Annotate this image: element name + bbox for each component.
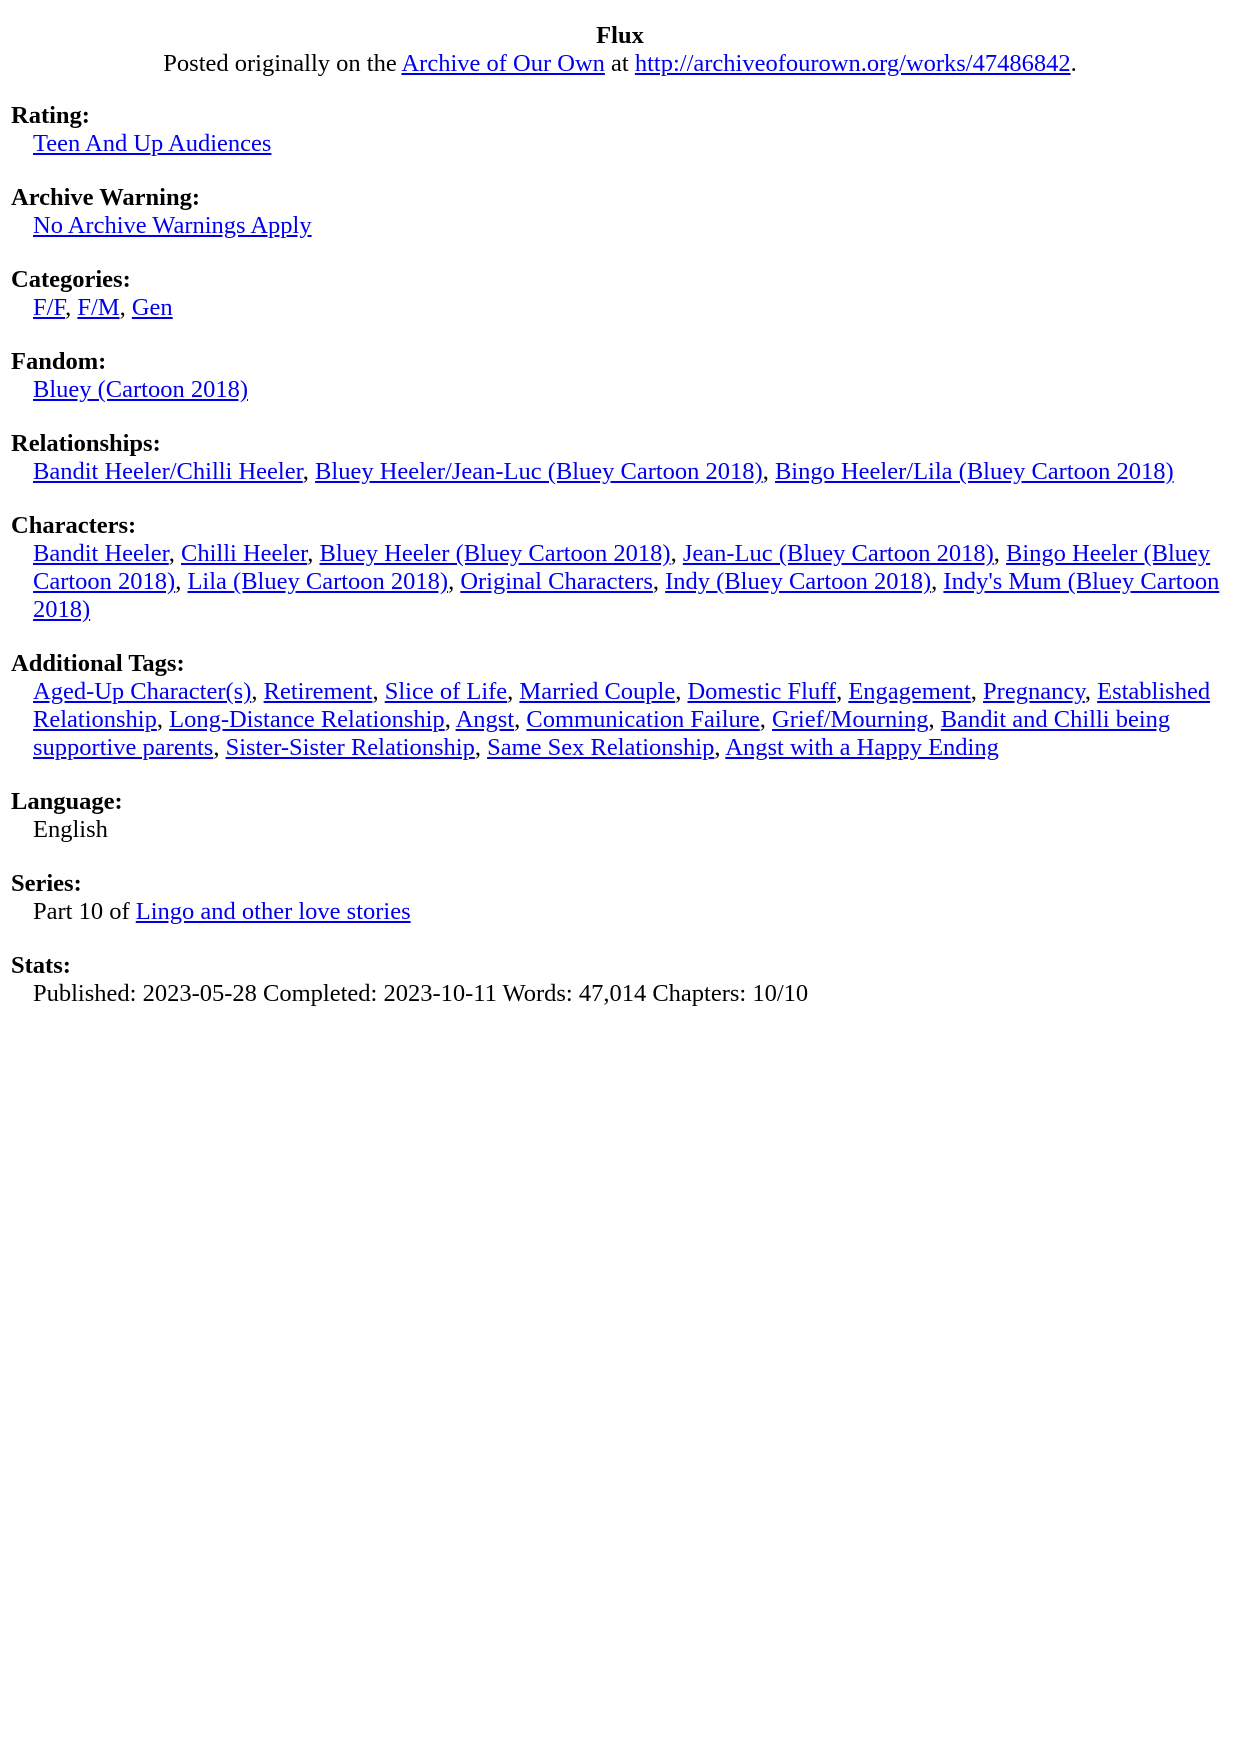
archive-warning-tags bbox=[33, 212, 1229, 240]
series-label: Series: bbox=[11, 870, 82, 897]
tag-link[interactable]: Bluey (Cartoon 2018) bbox=[33, 376, 249, 403]
tag-link[interactable]: F/F bbox=[33, 294, 66, 321]
tag-link[interactable]: Original Characters bbox=[460, 568, 653, 595]
tag-link[interactable]: Bluey Heeler (Bluey Cartoon 2018) bbox=[319, 540, 671, 567]
fandom-label: Fandom: bbox=[11, 348, 107, 375]
work-url-link[interactable]: http://archiveofourown.org/works/47486842 bbox=[634, 50, 1071, 77]
tag-link[interactable]: Chilli Heeler bbox=[181, 540, 308, 567]
tag-link[interactable]: Bandit Heeler/Chilli Heeler bbox=[33, 458, 303, 485]
tag-link[interactable]: Jean-Luc (Bluey Cartoon 2018) bbox=[682, 540, 994, 567]
work-meta-block bbox=[11, 102, 1229, 1008]
meta-section-relationships bbox=[11, 430, 1229, 486]
stats-label: Stats: bbox=[11, 952, 71, 979]
tag-link[interactable]: Established Relationship bbox=[33, 678, 1211, 733]
meta-section-additional-tags bbox=[11, 650, 1229, 762]
meta-section-fandom bbox=[11, 348, 1229, 404]
archive-warning-label: Archive Warning: bbox=[11, 184, 200, 211]
tag-link[interactable]: Angst with a Happy Ending bbox=[725, 734, 999, 761]
work-header bbox=[11, 22, 1229, 78]
meta-section-characters bbox=[11, 512, 1229, 624]
posted-note-prefix: Posted originally on the bbox=[163, 50, 402, 77]
tag-link[interactable]: Domestic Fluff bbox=[687, 678, 837, 705]
series-link[interactable]: Lingo and other love stories bbox=[135, 898, 411, 925]
tag-link[interactable]: Pregnancy bbox=[983, 678, 1085, 705]
tag-link[interactable]: Grief/Mourning bbox=[772, 706, 929, 733]
characters-label: Characters: bbox=[11, 512, 137, 539]
relationships-tags: Bandit Heeler/Chilli Heeler, Bluey Heeler/Jean-Luc (Bluey Cartoon 2018), Bingo Heeler/Lila (Bluey Cartoon 2018) bbox=[33, 458, 1174, 485]
rating-tags bbox=[33, 130, 1229, 158]
tag-link[interactable]: Bingo Heeler/Lila (Bluey Cartoon 2018) bbox=[774, 458, 1174, 485]
rating-label: Rating: bbox=[11, 102, 90, 129]
tag-link[interactable]: Indy (Bluey Cartoon 2018) bbox=[665, 568, 932, 595]
tag-link[interactable]: Angst bbox=[455, 706, 515, 733]
meta-section-stats bbox=[11, 952, 1229, 1008]
tag-link[interactable]: Gen bbox=[131, 294, 173, 321]
tag-link[interactable]: Bandit and Chilli being supportive parents bbox=[33, 706, 1171, 761]
tag-link[interactable]: Retirement bbox=[263, 678, 373, 705]
tag-link[interactable]: Engagement bbox=[848, 678, 971, 705]
tag-link[interactable]: No Archive Warnings Apply bbox=[33, 212, 312, 239]
meta-section-series bbox=[11, 870, 1229, 926]
stats-line: Published: 2023-05-28 Completed: 2023-10-11 Words: 47,014 Chapters: 10/10 bbox=[33, 980, 809, 1007]
tag-link[interactable]: Same Sex Relationship bbox=[487, 734, 715, 761]
tag-link[interactable]: Married Couple bbox=[519, 678, 676, 705]
relationships-label: Relationships: bbox=[11, 430, 161, 457]
tag-link[interactable]: Aged-Up Character(s) bbox=[33, 678, 252, 705]
additional-tags-tags: Aged-Up Character(s), Retirement, Slice of Life, Married Couple, Domestic Fluff, Engagement, Pregnancy, Established Relationship, Long-Distance Relationship, Angst, Communication Failure, Grief/Mourning, Bandit and Chilli being supportive parents, Sister-Sister Relationship, Same Sex Relationship, Angst with a Happy Ending bbox=[33, 678, 1211, 761]
tag-link[interactable]: Sister-Sister Relationship bbox=[225, 734, 475, 761]
categories-tags: F/F, F/M, Gen bbox=[33, 294, 173, 321]
tag-link[interactable]: Lila (Bluey Cartoon 2018) bbox=[187, 568, 449, 595]
language-label: Language: bbox=[11, 788, 123, 815]
meta-section-rating bbox=[11, 102, 1229, 158]
series-part-prefix: Part 10 of bbox=[33, 898, 136, 925]
categories-label: Categories: bbox=[11, 266, 131, 293]
posted-note-suffix: . bbox=[1070, 50, 1077, 77]
tag-link[interactable]: Bandit Heeler bbox=[33, 540, 169, 567]
tag-link[interactable]: Teen And Up Audiences bbox=[33, 130, 272, 157]
work-title: Flux bbox=[596, 22, 644, 49]
archive-of-our-own-link[interactable]: Archive of Our Own bbox=[401, 50, 605, 77]
meta-section-categories bbox=[11, 266, 1229, 322]
tag-link[interactable]: F/M bbox=[77, 294, 120, 321]
tag-link[interactable]: Indy's Mum (Bluey Cartoon 2018) bbox=[33, 568, 1220, 623]
additional-tags-label: Additional Tags: bbox=[11, 650, 185, 677]
tag-link[interactable]: Bingo Heeler (Bluey Cartoon 2018) bbox=[33, 540, 1211, 595]
characters-tags: Bandit Heeler, Chilli Heeler, Bluey Heeler (Bluey Cartoon 2018), Jean-Luc (Bluey Cartoon 2018), Bingo Heeler (Bluey Cartoon 2018), Lila (Bluey Cartoon 2018), Original Characters, Indy (Bluey Cartoon 2018), Indy's Mum (Bluey Cartoon 2018) bbox=[33, 540, 1220, 623]
language-value: English bbox=[33, 816, 108, 843]
series-value bbox=[33, 898, 1229, 926]
fandom-tags bbox=[33, 376, 1229, 404]
meta-section-language bbox=[11, 788, 1229, 844]
posted-note-middle: at bbox=[604, 50, 635, 77]
tag-link[interactable]: Bluey Heeler/Jean-Luc (Bluey Cartoon 2018) bbox=[315, 458, 763, 485]
tag-link[interactable]: Communication Failure bbox=[526, 706, 760, 733]
tag-link[interactable]: Long-Distance Relationship bbox=[169, 706, 445, 733]
meta-section-archive-warning bbox=[11, 184, 1229, 240]
tag-link[interactable]: Slice of Life bbox=[384, 678, 508, 705]
